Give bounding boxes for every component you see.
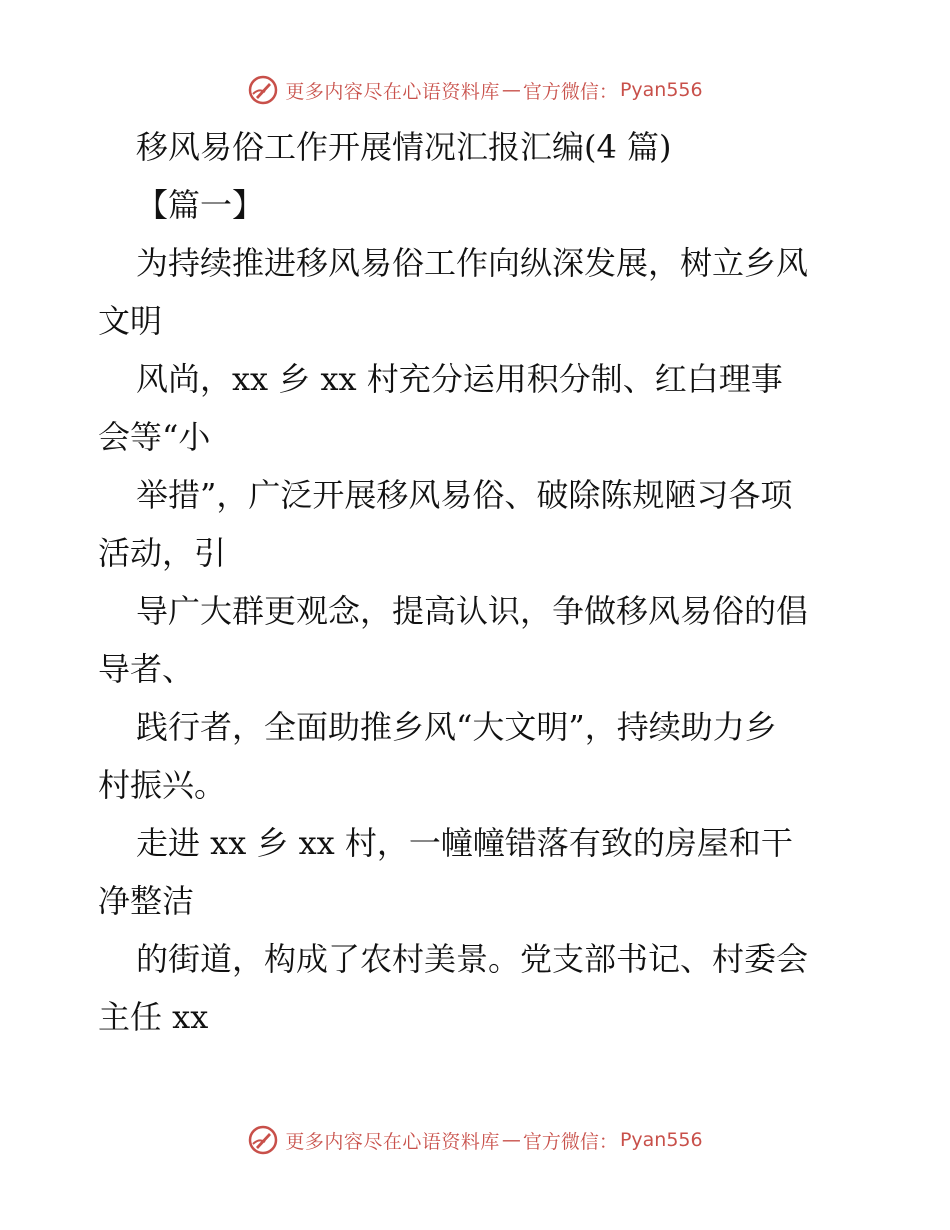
watermark-text: 更多内容尽在心语资料库	[285, 1130, 500, 1153]
watermark-text: 更多内容尽在心语资料库	[285, 80, 500, 103]
paragraph-line: 走进 xx 乡 xx 村，一幢幢错落有致的房屋和干	[136, 824, 793, 862]
watermark-wechat-label: 官方微信：	[522, 80, 618, 103]
paragraph-line: 导者、	[98, 650, 195, 688]
watermark-wechat-label: 官方微信：	[522, 1130, 618, 1153]
paragraph-line: 主任 xx	[98, 998, 209, 1036]
paragraph-line: 活动，引	[98, 534, 227, 572]
paragraph-line: 导广大群更观念，提高认识，争做移风易俗的倡	[136, 592, 809, 630]
paragraph-line: 会等“小	[98, 418, 211, 456]
section-heading: 【篇一】	[136, 186, 265, 224]
paragraph-line: 文明	[98, 302, 163, 340]
paragraph-line: 为持续推进移风易俗工作向纵深发展，树立乡风	[136, 244, 809, 282]
quill-logo-icon	[247, 74, 279, 106]
watermark-wechat-id: Pyan556	[619, 79, 703, 101]
document-title: 移风易俗工作开展情况汇报汇编(4 篇)	[136, 128, 672, 166]
footer-watermark	[0, 1120, 950, 1160]
paragraph-line: 的街道，构成了农村美景。党支部书记、村委会	[136, 940, 809, 978]
header-watermark	[0, 70, 950, 110]
watermark-wechat-id: Pyan556	[619, 1129, 703, 1151]
watermark-dash: —	[501, 79, 521, 101]
paragraph-line: 净整洁	[98, 882, 195, 920]
paragraph-line: 村振兴。	[98, 766, 227, 804]
quill-logo-icon	[247, 1124, 279, 1156]
paragraph-line: 风尚，xx 乡 xx 村充分运用积分制、红白理事	[136, 360, 783, 398]
paragraph-line: 践行者，全面助推乡风“大文明”，持续助力乡	[136, 708, 777, 746]
document-body	[98, 118, 858, 1046]
paragraph-line: 举措”，广泛开展移风易俗、破除陈规陋习各项	[136, 476, 793, 514]
watermark-dash: —	[501, 1129, 521, 1151]
